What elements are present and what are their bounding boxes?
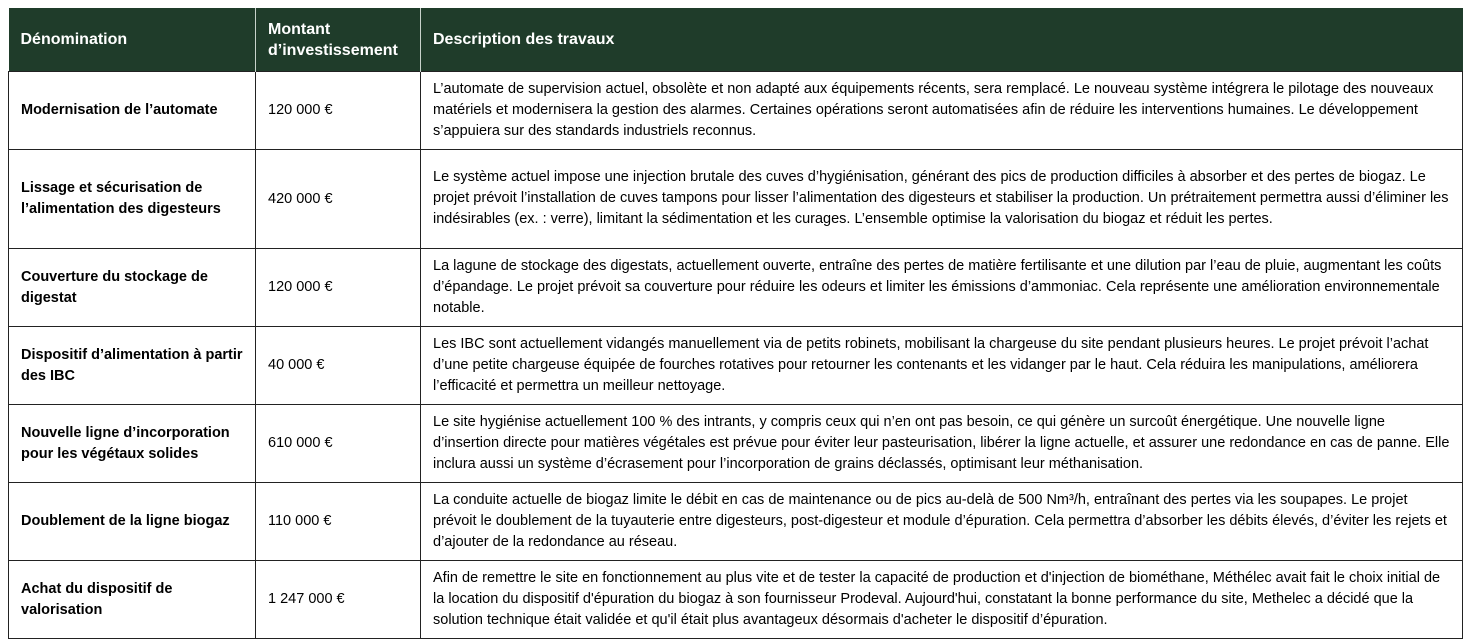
investment-table xyxy=(8,8,1463,639)
investment-table-container xyxy=(8,8,1462,639)
table-row xyxy=(9,561,1463,639)
row-description-cell: Le système actuel impose une injection brutale des cuves d’hygiénisation, générant des pics de production difficiles à absorber et des pertes de biogaz. Le projet prévoit l’installation de cuves tampons pour lisser l’alimentation des digesteurs et stabiliser la production. Un prétraitement permettra aussi d’éliminer les indésirables (ex. : verre), limitant la sédimentation et les curages. L’ensemble optimise la valorisation du biogaz et réduit les pertes. xyxy=(421,150,1463,249)
table-row xyxy=(9,327,1463,405)
header-name-label: Dénomination xyxy=(20,31,128,48)
row-amount-cell: 610 000 € xyxy=(256,405,421,483)
row-description-cell: Afin de remettre le site en fonctionnement au plus vite et de tester la capacité de production et d'injection de biométhane, Méthélec avait fait le choix initial de la location du dispositif d'épuration du biogaz à son fournisseur Prodeval. Aujourd'hui, constatant la bonne performance du site, Methelec a décidé que la solution technique était validée et qu'il était plus avantageux désormais d'acheter le dispositif d’épuration. xyxy=(421,561,1463,639)
row-description-cell: L’automate de supervision actuel, obsolète et non adapté aux équipements récents, sera remplacé. Le nouveau système intégrera le pilotage des nouveaux matériels et modernisera la gestion des alarmes. Certaines opérations seront automatisées afin de réduire les interventions humaines. Le développement s’appuiera sur des standards industriels reconnus. xyxy=(421,72,1463,150)
row-amount-cell: 420 000 € xyxy=(256,150,421,249)
row-amount-cell: 120 000 € xyxy=(256,249,421,327)
row-description-cell: Les IBC sont actuellement vidangés manuellement via de petits robinets, mobilisant la chargeuse du site pendant plusieurs heures. Le projet prévoit l’achat d’une petite chargeuse équipée de fourches rotatives pour retourner les contenants et les vidanger par le haut. Cela réduira les manipulations, améliorera l’efficacité et permettra un meilleur nettoyage. xyxy=(421,327,1463,405)
row-name-cell: Achat du dispositif de valorisation xyxy=(9,561,256,639)
row-description-cell: La conduite actuelle de biogaz limite le débit en cas de maintenance ou de pics au-delà de 500 Nm³/h, entraînant des pertes via les soupapes. Le projet prévoit le doublement de la tuyauterie entre digesteurs, post-digesteur et module d’épuration. Cela permettra d’absorber les débits élevés, d’éviter les rejets et d’ajouter de la redondance au réseau. xyxy=(421,483,1463,561)
row-amount-cell: 40 000 € xyxy=(256,327,421,405)
table-body xyxy=(9,72,1463,639)
header-amount-line2: d’investissement xyxy=(268,41,398,59)
header-description xyxy=(421,8,1463,72)
row-amount-cell: 110 000 € xyxy=(256,483,421,561)
row-name-cell: Dispositif d’alimentation à partir des IBC xyxy=(9,327,256,405)
row-amount-cell: 120 000 € xyxy=(256,72,421,150)
header-description-label: Description des travaux xyxy=(433,31,615,48)
header-amount-line1: Montant xyxy=(268,20,331,38)
header-name xyxy=(9,8,256,72)
table-row xyxy=(9,483,1463,561)
table-row xyxy=(9,72,1463,150)
row-amount-cell: 1 247 000 € xyxy=(256,561,421,639)
row-name-cell: Modernisation de l’automate xyxy=(9,72,256,150)
row-name-cell: Doublement de la ligne biogaz xyxy=(9,483,256,561)
table-header xyxy=(9,8,1463,72)
table-row xyxy=(9,249,1463,327)
row-name-cell: Lissage et sécurisation de l’alimentation des digesteurs xyxy=(9,150,256,249)
row-name-cell: Couverture du stockage de digestat xyxy=(9,249,256,327)
row-description-cell: La lagune de stockage des digestats, actuellement ouverte, entraîne des pertes de matière fertilisante et une dilution par l’eau de pluie, augmentant les coûts d’épandage. Le projet prévoit sa couverture pour réduire les odeurs et limiter les émissions d’ammoniac. Cela représente une amélioration environnementale notable. xyxy=(421,249,1463,327)
header-amount xyxy=(256,8,421,72)
table-row xyxy=(9,405,1463,483)
table-row xyxy=(9,150,1463,249)
header-row xyxy=(9,8,1463,72)
row-name-cell: Nouvelle ligne d’incorporation pour les végétaux solides xyxy=(9,405,256,483)
row-description-cell: Le site hygiénise actuellement 100 % des intrants, y compris ceux qui n’en ont pas besoin, ce qui génère un surcoût énergétique. Une nouvelle ligne d’insertion directe pour matières végétales est prévue pour éviter leur pasteurisation, libérer la ligne actuelle, et assurer une redondance en cas de panne. Elle inclura aussi un système d’écrasement pour l’incorporation de grains déclassés, optimisant leur méthanisation. xyxy=(421,405,1463,483)
